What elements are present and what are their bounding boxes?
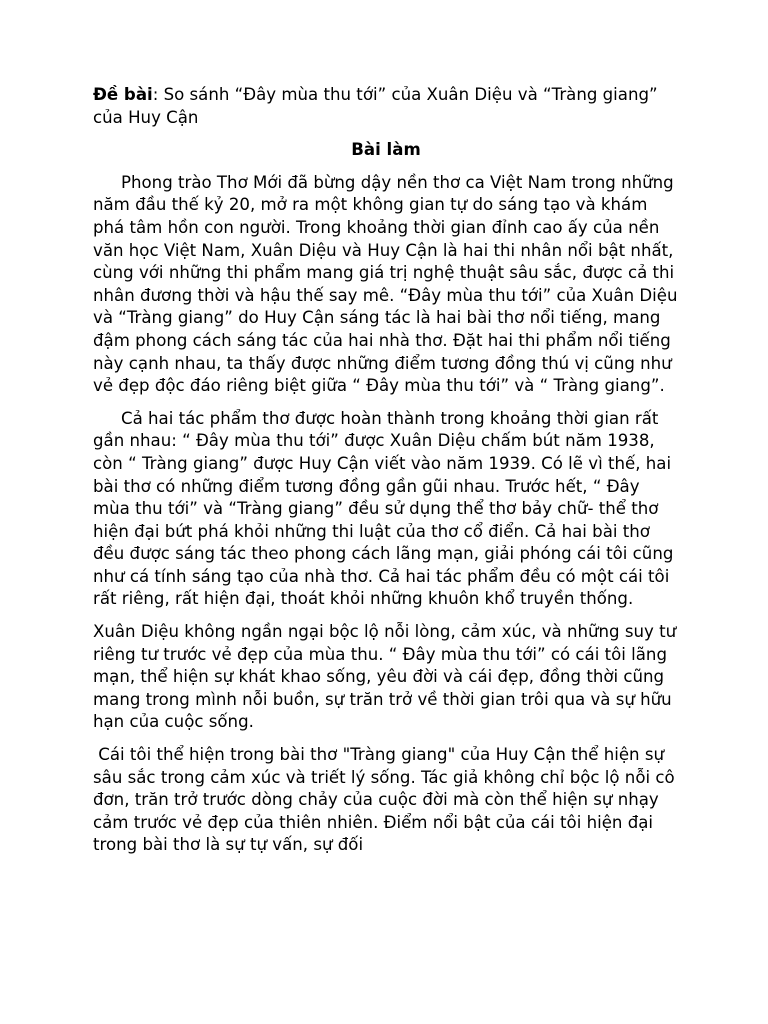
paragraph-1: Phong trào Thơ Mới đã bừng dậy nền thơ ca Việt Nam trong những năm đầu thế kỷ 20, mở ra một không gian tự do sáng tạo và khám phá tâm hồn con người. Trong khoảng thời gian đỉnh cao ấy của nền văn học Việt Nam, Xuân Diệu và Huy Cận là hai thi nhân nổi bật nhất, cùng với những thi phẩm mang giá trị nghệ thuật sâu sắc, được cả thi nhân đương thời và hậu thế say mê. “Đây mùa thu tới” của Xuân Diệu và “Tràng giang” do Huy Cận sáng tác là hai bài thơ nổi tiếng, mang đậm phong cách sáng tác của hai nhà thơ. Đặt hai thi phẩm nổi tiếng này cạnh nhau, ta thấy được những điểm tương đồng thú vị cũng như vẻ đẹp độc đáo riêng biệt giữa “ Đây mùa thu tới” và “ Tràng giang”.: [93, 172, 683, 396]
essay-heading: Bài làm: [351, 140, 421, 160]
prompt-label: Đề bài: [93, 85, 153, 104]
paragraph-4: Cái tôi thể hiện trong bài thơ "Tràng giang" của Huy Cận thể hiện sự sâu sắc trong cảm xúc và triết lý sống. Tác giả không chỉ bộc lộ nỗi cô đơn, trăn trở trước dòng chảy của cuộc đời mà còn thể hiện sự nhạy cảm trước vẻ đẹp của thiên nhiên. Điểm nổi bật của cái tôi hiện đại trong bài thơ là sự tự vấn, sự đối: [93, 745, 680, 855]
assignment-prompt: [93, 84, 679, 129]
document-body: [93, 84, 683, 857]
prompt-text: : So sánh “Đây mùa thu tới” của Xuân Diệu và “Tràng giang” của Huy Cận: [93, 85, 658, 127]
paragraph-3: Xuân Diệu không ngần ngại bộc lộ nỗi lòng, cảm xúc, và những suy tư riêng tư trước vẻ đẹp của mùa thu. “ Đây mùa thu tới” có cái tôi lãng mạn, thể hiện sự khát khao sống, yêu đời và cái đẹp, đồng thời cũng mang trong mình nỗi buồn, sự trăn trở về thời gian trôi qua và sự hữu hạn của cuộc sống.: [93, 622, 682, 732]
paragraph-2: Cả hai tác phẩm thơ được hoàn thành trong khoảng thời gian rất gần nhau: “ Đây mùa thu tới” được Xuân Diệu chấm bút năm 1938, còn “ Tràng giang” được Huy Cận viết vào năm 1939. Có lẽ vì thế, hai bài thơ có những điểm tương đồng gần gũi nhau. Trước hết, “ Đây mùa thu tới” và “Tràng giang” đều sử dụng thể thơ bảy chữ- thể thơ hiện đại bứt phá khỏi những thi luật của thơ cổ điển. Cả hai bài thơ đều được sáng tác theo phong cách lãng mạn, giải phóng cái tôi cũng như cá tính sáng tạo của nhà thơ. Cả hai tác phẩm đều có một cái tôi rất riêng, rất hiện đại, thoát khỏi những khuôn khổ truyền thống.: [93, 408, 679, 609]
